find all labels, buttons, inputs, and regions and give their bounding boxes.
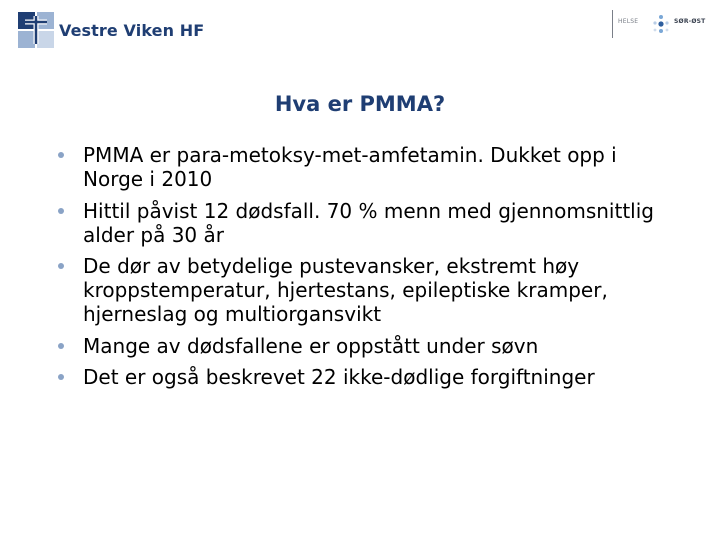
bullet-item <box>58 199 678 247</box>
bullet-icon <box>58 374 64 380</box>
dots-logo-icon <box>651 14 671 36</box>
bullet-text: PMMA er para-metoksy-met-amfetamin. Dukket opp i Norge i 2010 <box>83 143 617 191</box>
bullet-item <box>58 254 678 326</box>
region-label: SØR-ØST <box>674 18 706 25</box>
helse-label: HELSE <box>618 18 639 25</box>
org-name: Vestre Viken HF <box>59 20 205 40</box>
bullet-icon <box>58 263 64 269</box>
bullet-list <box>58 143 678 397</box>
bullet-item <box>58 143 678 191</box>
helse-sor-ost-logo <box>612 8 704 38</box>
bullet-item <box>58 334 678 358</box>
bullet-text: Hittil påvist 12 dødsfall. 70 % menn med gjennomsnittlig alder på 30 år <box>83 198 654 247</box>
vestre-viken-logo <box>18 10 204 50</box>
slide-title: Hva er PMMA? <box>274 92 446 116</box>
bullet-text: De dør av betydelige pustevansker, ekstremt høy kroppstemperatur, hjertestans, epileptiske kramper, hjerneslag og multiorgansvikt <box>83 254 608 326</box>
bullet-text: Mange av dødsfallene er oppstått under søvn <box>83 333 539 358</box>
bullet-icon <box>58 152 64 158</box>
bullet-item <box>58 365 678 389</box>
bullet-text: Det er også beskrevet 22 ikke-dødlige forgiftninger <box>83 365 595 389</box>
cross-logo-icon <box>18 12 54 48</box>
logo-divider <box>612 10 613 38</box>
bullet-icon <box>58 343 64 349</box>
bullet-icon <box>58 208 64 214</box>
